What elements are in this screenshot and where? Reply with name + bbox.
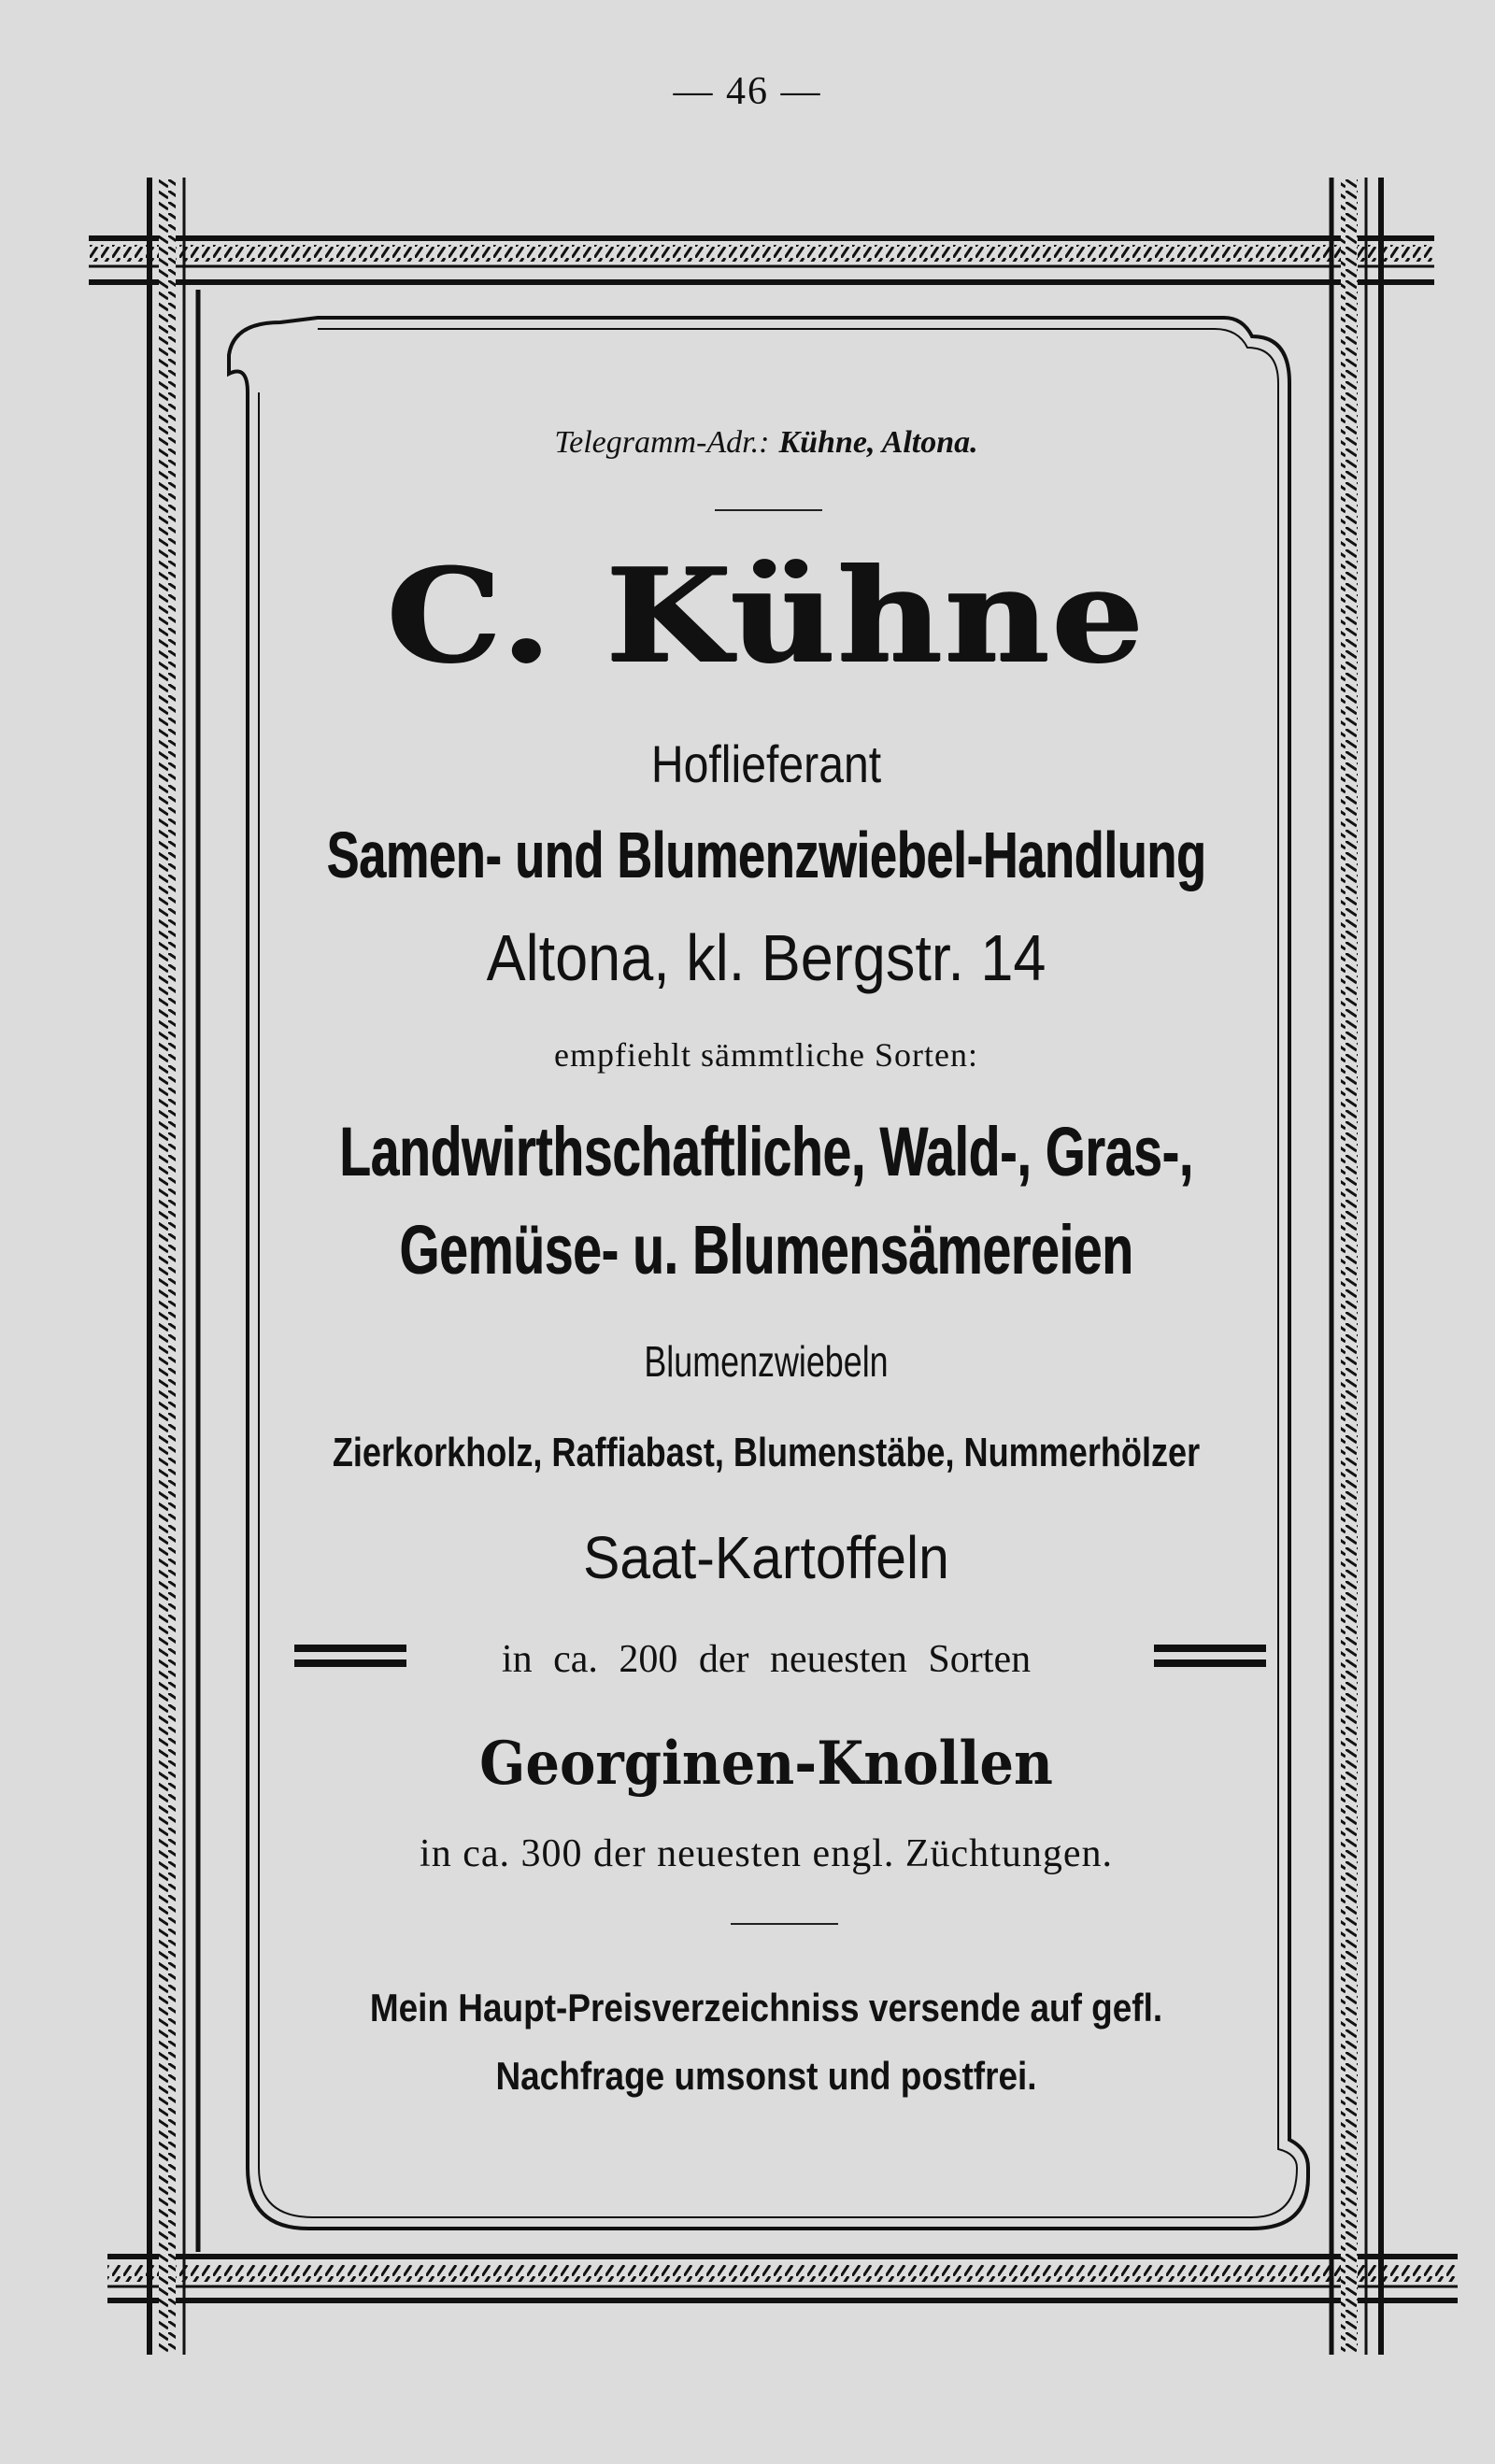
dahlias-heading: Georginen-Knollen bbox=[479, 1729, 1053, 1799]
potatoes-note: in ca. 200 der neuesten Sorten bbox=[501, 1638, 1032, 1681]
telegram-label: Telegramm-Adr.: bbox=[554, 425, 770, 460]
firm-business: Samen- und Blumenzwiebel-Handlung bbox=[326, 819, 1206, 891]
supplies-line: Zierkorkholz, Raffiabast, Blumenstäbe, Nummerhölzer bbox=[332, 1430, 1201, 1475]
double-rule-right bbox=[1154, 1645, 1266, 1673]
firm-title: Hoflieferant bbox=[650, 734, 882, 793]
divider-bottom bbox=[731, 1923, 838, 1925]
potatoes-heading: Saat-Kartoffeln bbox=[583, 1524, 949, 1591]
telegram-value: Kühne, Altona. bbox=[778, 425, 978, 460]
page-number: — 46 — bbox=[673, 70, 822, 113]
dahlias-note: in ca. 300 der neuesten engl. Züchtungen. bbox=[420, 1832, 1113, 1875]
divider-top bbox=[715, 509, 822, 511]
telegram-address bbox=[0, 425, 1495, 461]
products-line-1: Landwirthschaftliche, Wald-, Gras-, bbox=[339, 1113, 1193, 1190]
firm-address: Altona, kl. Bergstr. 14 bbox=[486, 921, 1046, 994]
products-line-2: Gemüse- u. Blumensämereien bbox=[399, 1211, 1133, 1289]
firm-name: C. Kühne bbox=[386, 539, 1146, 691]
bulbs-heading: Blumenzwiebeln bbox=[644, 1337, 889, 1386]
price-list-line-2: Nachfrage umsonst und postfrei. bbox=[495, 2054, 1037, 2098]
price-list-line-1: Mein Haupt-Preisverzeichniss versende auf gefl. bbox=[369, 1986, 1163, 2030]
offer-intro: empfiehlt sämmtliche Sorten: bbox=[554, 1036, 978, 1074]
